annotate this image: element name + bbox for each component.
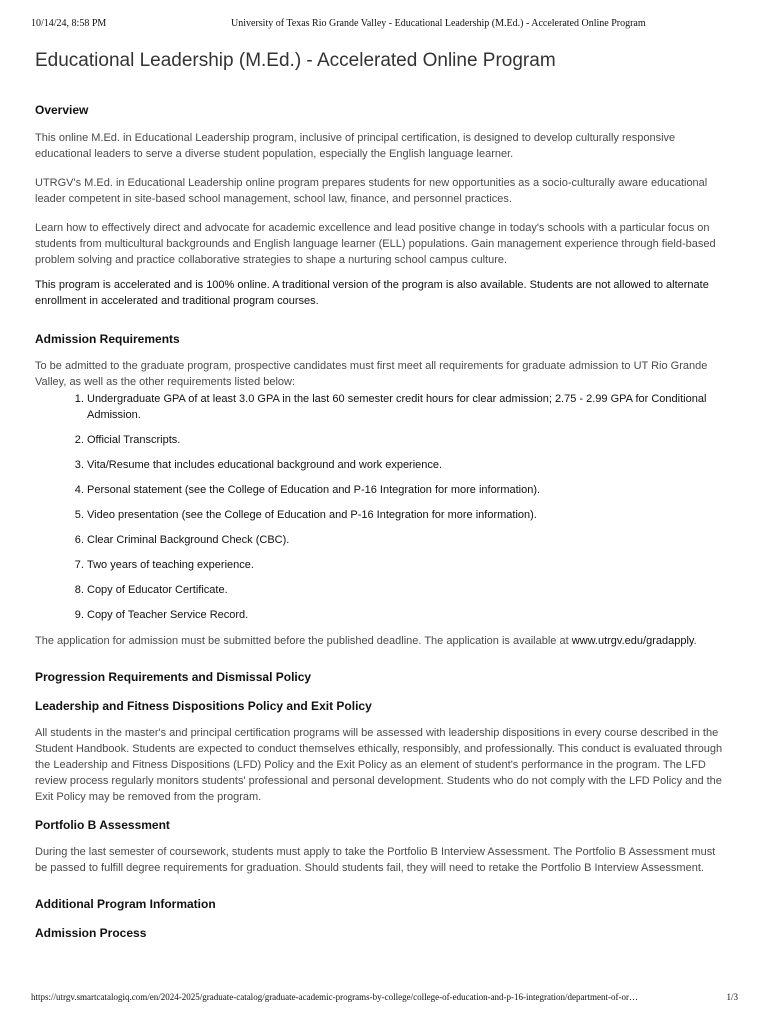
gradapply-link[interactable]: www.utrgv.edu/gradapply (571, 635, 694, 647)
list-item: 2. Official Transcripts. (87, 432, 728, 448)
list-item: 4. Personal statement (see the College of Education and P-16 Integration for more information). (87, 482, 728, 498)
deadline-end: . (693, 635, 697, 647)
print-footer (31, 992, 738, 1006)
list-item: 8. Copy of Educator Certificate. (87, 582, 728, 598)
progression-heading: Progression Requirements and Dismissal Policy (35, 670, 312, 684)
page-title: Educational Leadership (M.Ed.) - Accelerated Online Program (35, 50, 556, 71)
admission-requirements-list (35, 391, 728, 623)
page-number: 1/3 (726, 992, 738, 1002)
overview-paragraph-1: This online M.Ed. in Educational Leadership program, inclusive of principal certification, is designed to develop culturally responsive educational leaders to serve a diverse student population, especially the English language learner. (35, 132, 676, 160)
additional-info-heading: Additional Program Information (35, 897, 216, 911)
print-document-title: University of Texas Rio Grande Valley - Educational Leadership (M.Ed.) - Accelerated Online Program (231, 18, 646, 29)
admission-requirements-heading: Admission Requirements (35, 332, 180, 346)
application-deadline-note (35, 633, 728, 649)
lfd-policy-heading: Leadership and Fitness Dispositions Policy and Exit Policy (35, 699, 372, 713)
overview-accelerated-note: This program is accelerated and is 100% online. A traditional version of the program is also available. Students are not allowed to alternate enrollment in accelerated and traditional program courses. (35, 279, 709, 307)
overview-heading: Overview (35, 103, 89, 117)
list-item: 5. Video presentation (see the College of Education and P-16 Integration for more information). (87, 507, 728, 523)
list-item: 1. Undergraduate GPA of at least 3.0 GPA in the last 60 semester credit hours for clear admission; 2.75 - 2.99 GPA for Conditional Admission. (87, 391, 728, 423)
print-url: https://utrgv.smartcatalogiq.com/en/2024-2025/graduate-catalog/graduate-academic-programs-by-college/college-of-education-and-p-16-integration/department-of-or… (31, 992, 639, 1002)
portfolio-heading: Portfolio B Assessment (35, 818, 170, 832)
admission-intro: To be admitted to the graduate program, prospective candidates must first meet all requirements for graduate admission to UT Rio Grande Valley, as well as the other requirements listed below: (35, 360, 708, 388)
list-item: 9. Copy of Teacher Service Record. (87, 607, 728, 623)
deadline-text: The application for admission must be submitted before the published deadline. The application is available at (35, 635, 572, 647)
lfd-policy-paragraph: All students in the master's and principal certification programs will be assessed with leadership dispositions in every course described in the Student Handbook. Students are expected to conduct themselves ethically, responsibly, and professionally. This conduct is evaluated through the Leadership and Fitness Dispositions (LFD) Policy and the Exit Policy as an element of student's performance in the program. The LFD review process regularly monitors students' professional and personal development. Students who do not comply with the LFD Policy and the Exit Policy may be removed from the program. (35, 727, 723, 803)
page-content (35, 45, 728, 941)
print-header (31, 18, 728, 34)
overview-paragraph-3: Learn how to effectively direct and advocate for academic excellence and lead positive change in today's schools with a particular focus on students from multicultural backgrounds and English language learner (ELL) populations. Gain management experience through field-based problem solving and practice collaborative strategies to shape a nurturing school campus culture. (35, 222, 716, 266)
list-item: 6. Clear Criminal Background Check (CBC). (87, 532, 728, 548)
list-item: 7. Two years of teaching experience. (87, 557, 728, 573)
portfolio-paragraph: During the last semester of coursework, students must apply to take the Portfolio B Interview Assessment. The Portfolio B Assessment must be passed to fulfill degree requirements for graduation. Should students fail, they will need to retake the Portfolio B Interview Assessment. (35, 846, 716, 874)
admission-process-heading: Admission Process (35, 926, 147, 940)
overview-paragraph-2: UTRGV's M.Ed. in Educational Leadership online program prepares students for new opportunities as a socio-culturally aware educational leader competent in site-based school management, school law, finance, and personnel practices. (35, 177, 708, 205)
list-item: 3. Vita/Resume that includes educational background and work experience. (87, 457, 728, 473)
print-datetime: 10/14/24, 8:58 PM (31, 18, 107, 29)
